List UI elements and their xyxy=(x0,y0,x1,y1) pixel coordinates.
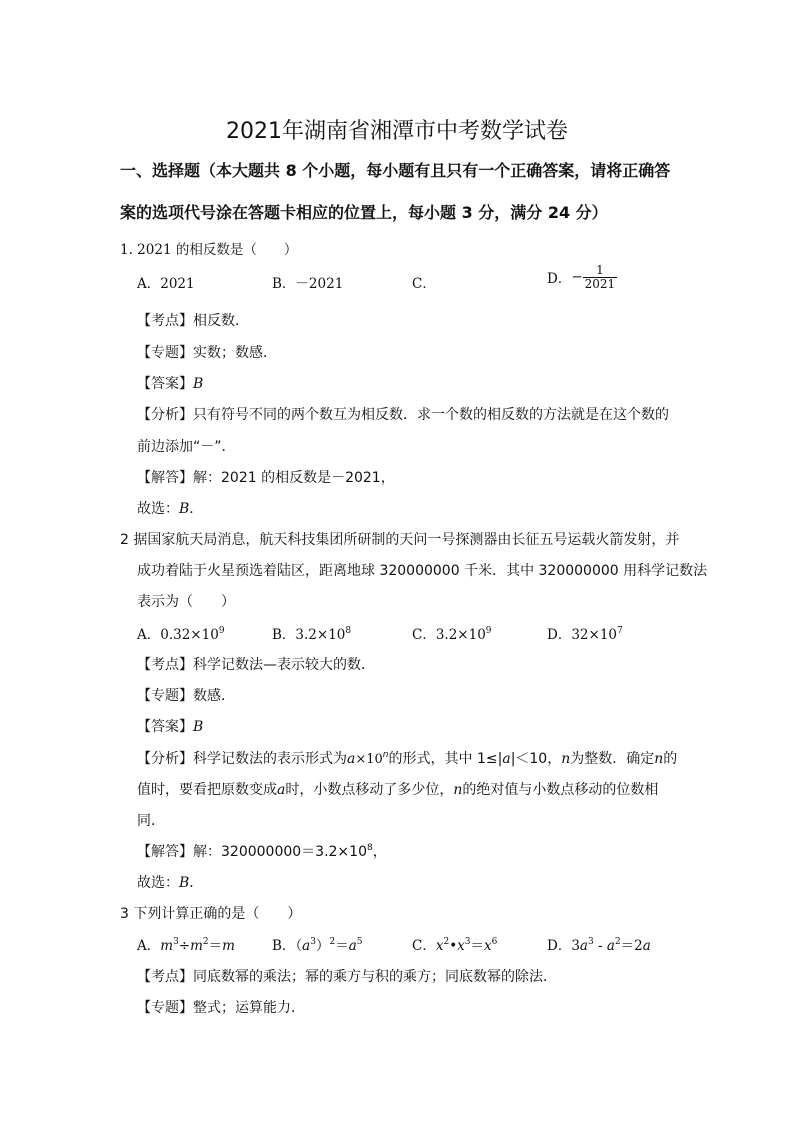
fraction-numerator: 1 xyxy=(596,263,604,277)
q3-option-d-label: D．3 xyxy=(547,938,580,954)
q2-zhuanti: 【专题】数感． xyxy=(137,688,235,704)
q3-option-a-label: A． xyxy=(137,938,161,954)
q3-option-b-label: B．（ xyxy=(272,938,303,954)
q2-fenxi2-text-c: 的绝对值与小数点移动的位数相 xyxy=(462,782,659,798)
q1-option-d xyxy=(547,264,617,290)
q2-fenxi2-text-b: 时，小数点移动了多少位， xyxy=(285,782,454,798)
math-exp: 2 xyxy=(443,937,450,947)
math-exp: 6 xyxy=(491,937,498,947)
math-var: a xyxy=(642,938,651,954)
q2-fenxi-text-b: ×10 xyxy=(355,752,383,767)
q2-fenxi-var-n: n xyxy=(561,751,571,767)
q3-stem: 3 下列计算正确的是（ ） xyxy=(120,906,302,922)
q2-guxuan xyxy=(137,872,203,892)
q2-option-c xyxy=(412,623,492,643)
math-exp: 3 xyxy=(464,937,471,947)
q3-kaodian: 【考点】同底数幂的乘法；幂的乘方与积的乘方；同底数幂的除法． xyxy=(137,969,557,985)
math-op: ＝ xyxy=(335,938,349,954)
math-op: ＝ xyxy=(470,938,485,954)
q2-daan-value: B xyxy=(193,719,204,735)
math-var: x xyxy=(457,938,465,954)
q2-guxuan-label: 故选： xyxy=(137,875,179,891)
q2-fenxi2-text-a: 值时，要看把原数变成 xyxy=(137,782,277,798)
q2-guxuan-end: ． xyxy=(189,875,204,891)
q2-fenxi-text-d: |＜10， xyxy=(510,751,562,767)
q2-option-c-base: C．3.2×10 xyxy=(412,627,486,643)
q2-option-d xyxy=(547,623,623,643)
math-exp: 3 xyxy=(310,937,316,947)
q1-option-d-fraction xyxy=(583,264,618,290)
q2-daan xyxy=(137,716,203,736)
q2-option-a-base: A．0.32×10 xyxy=(137,627,219,643)
q3-zhuanti: 【专题】整式；运算能力． xyxy=(137,1000,305,1016)
q2-option-a xyxy=(137,623,225,643)
q2-stem-line2: 成功着陆于火星预选着陆区，距离地球 320000000 千米．其中 320000000 用科学记数法 xyxy=(137,563,708,579)
q1-guxuan-end: ． xyxy=(189,501,204,517)
q2-guxuan-value: B xyxy=(179,875,190,891)
q2-daan-label: 【答案】 xyxy=(137,719,193,735)
q2-option-c-exponent: 9 xyxy=(485,626,492,636)
q1-fenxi-line1: 【分析】只有符号不同的两个数互为相反数．求一个数的相反数的方法就是在这个数的 xyxy=(137,407,669,423)
q1-zhuanti: 【专题】实数；数感． xyxy=(137,345,277,361)
q2-option-d-base: D．32×10 xyxy=(547,627,617,643)
q1-kaodian: 【考点】相反数． xyxy=(137,313,249,329)
q3-option-a xyxy=(137,934,235,954)
q1-option-b: B．－2021 xyxy=(272,276,344,292)
q2-fenxi-text-e: 为整数．确定 xyxy=(570,751,655,767)
q2-fenxi-line3: 同． xyxy=(137,813,165,829)
math-op: ） xyxy=(315,938,330,954)
q2-fenxi-var-n2: n xyxy=(654,751,664,767)
math-var: m xyxy=(222,938,235,954)
q1-jieda: 【解答】解：2021 的相反数是－2021， xyxy=(137,470,395,486)
math-var: x xyxy=(435,938,444,954)
q1-guxuan xyxy=(137,498,203,518)
q2-fenxi-text-f: 的 xyxy=(663,751,678,767)
q2-option-b-exponent: 8 xyxy=(345,626,352,636)
q1-daan-value: B xyxy=(193,376,204,392)
math-exp: 3 xyxy=(173,937,179,947)
math-op: ＝ xyxy=(208,938,223,954)
q3-option-c-label: C． xyxy=(412,938,436,954)
math-exp: 5 xyxy=(356,937,363,947)
q3-option-c xyxy=(412,934,497,954)
q2-option-b xyxy=(272,623,351,643)
q2-stem-line1: 2 据国家航天局消息，航天科技集团所研制的天问一号探测器由长征五号运载火箭发射，并 xyxy=(120,532,680,548)
q2-stem-line3: 表示为（ ） xyxy=(137,594,235,610)
math-var: m xyxy=(190,938,203,954)
math-op: ＝2 xyxy=(620,938,643,954)
q1-guxuan-label: 故选： xyxy=(137,501,179,517)
math-op: - xyxy=(593,938,607,954)
q2-jieda-exponent: 8 xyxy=(366,843,373,853)
q1-option-c: C． xyxy=(412,276,436,292)
q1-fenxi-line2: 前边添加“－”． xyxy=(137,439,236,455)
q2-jieda xyxy=(137,841,387,861)
q2-fenxi-line2 xyxy=(137,779,658,799)
fraction-denominator: 2021 xyxy=(584,276,616,291)
q2-fenxi-var-a: a xyxy=(347,751,356,767)
math-var: x xyxy=(484,938,492,954)
math-exp: 2 xyxy=(329,937,336,947)
q2-jieda-base: 【解答】解：320000000＝3.2×10 xyxy=(137,844,367,860)
q2-option-b-base: B．3.2×10 xyxy=(272,627,346,643)
q2-fenxi2-var-n: n xyxy=(453,782,463,798)
q1-stem: 1. 2021 的相反数是（ ） xyxy=(120,242,298,258)
q3-option-d xyxy=(547,934,651,954)
q2-fenxi-line1 xyxy=(137,748,677,768)
q1-option-a: A．2021 xyxy=(137,276,195,292)
q2-fenxi-text-c: 的形式，其中 1≤| xyxy=(388,751,503,767)
math-var: a xyxy=(606,938,615,954)
math-exp: 3 xyxy=(587,937,594,947)
q3-option-b xyxy=(272,934,363,954)
math-exp: 2 xyxy=(202,937,209,947)
page-title: 2021年湖南省湘潭市中考数学试卷 xyxy=(226,119,568,144)
q2-kaodian: 【考点】科学记数法—表示较大的数． xyxy=(137,657,375,673)
section-header-line2: 案的选项代号涂在答题卡相应的位置上，每小题 3 分，满分 24 分） xyxy=(120,203,608,222)
q2-fenxi-text-a: 【分析】科学记数法的表示形式为 xyxy=(137,751,347,767)
q2-fenxi2-var-a: a xyxy=(277,782,286,798)
math-var: a xyxy=(348,938,357,954)
math-op: • xyxy=(449,938,458,954)
q1-guxuan-value: B xyxy=(179,501,190,517)
q1-daan xyxy=(137,373,203,393)
q2-option-d-exponent: 7 xyxy=(617,626,623,636)
q1-option-d-sign: − xyxy=(571,269,583,286)
section-header-line1: 一、选择题（本大题共 8 个小题，每小题有且只有一个正确答案，请将正确答 xyxy=(120,161,671,180)
q2-fenxi-var-a2: a xyxy=(502,751,511,767)
math-var: a xyxy=(579,938,588,954)
math-exp: 2 xyxy=(614,937,621,947)
q1-daan-label: 【答案】 xyxy=(137,376,193,392)
math-op: ÷ xyxy=(178,938,191,954)
math-var: m xyxy=(160,938,174,954)
q2-fenxi-exp-n: n xyxy=(382,750,389,760)
math-var: a xyxy=(302,938,311,954)
q2-option-a-exponent: 9 xyxy=(218,626,225,636)
q1-option-d-label: D． xyxy=(547,271,572,288)
q2-jieda-end: ， xyxy=(372,844,387,860)
